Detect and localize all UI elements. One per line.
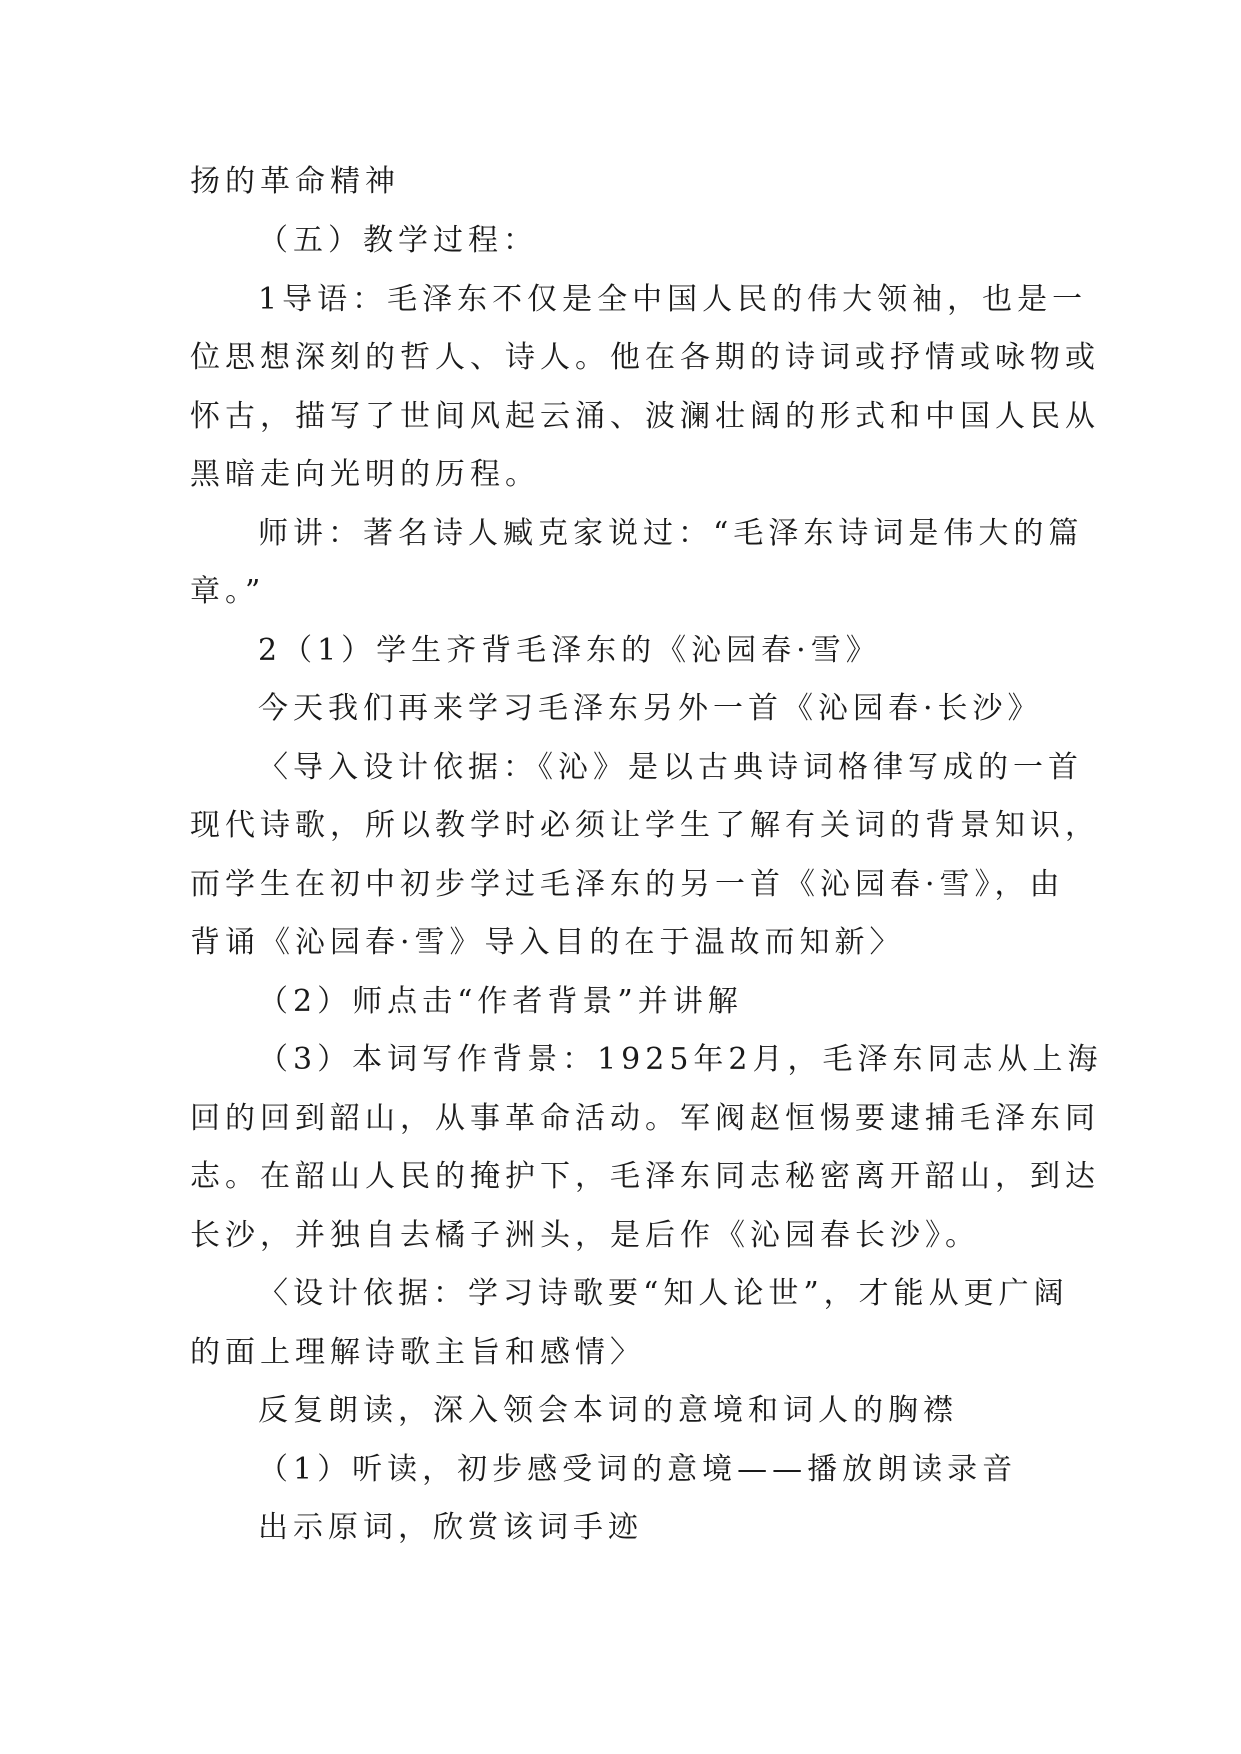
text-line: 扬的革命精神 — [190, 164, 400, 199]
text-line: 2（1）学生齐背毛泽东的《沁园春·雪》 — [258, 633, 881, 668]
text-line: 出示原词，欣赏该词手迹 — [258, 1510, 643, 1545]
text-line: 1导语：毛泽东不仅是全中国人民的伟大领袖，也是一 — [258, 282, 1088, 317]
text-line: 章。” — [190, 574, 266, 609]
text-line: 今天我们再来学习毛泽东另外一首《沁园春·长沙》 — [258, 691, 1043, 726]
text-line: 〈导入设计依据：《沁》是以古典诗词格律写成的一首 — [258, 750, 1083, 785]
text-line: 回的回到韶山，从事革命活动。军阀赵恒惕要逮捕毛泽东同 — [190, 1101, 1100, 1136]
text-line: 背诵《沁园春·雪》导入目的在于温故而知新〉 — [190, 925, 905, 960]
text-line: 反复朗读，深入领会本词的意境和词人的胸襟 — [258, 1393, 958, 1428]
text-line: 位思想深刻的哲人、诗人。他在各期的诗词或抒情或咏物或 — [190, 340, 1100, 375]
text-line: （3）本词写作背景：1925年2月，毛泽东同志从上海 — [258, 1042, 1103, 1077]
text-line: 而学生在初中初步学过毛泽东的另一首《沁园春·雪》，由 — [190, 867, 1065, 902]
text-line: 志。在韶山人民的掩护下，毛泽东同志秘密离开韶山，到达 — [190, 1159, 1100, 1194]
text-line: 黑暗走向光明的历程。 — [190, 457, 540, 492]
text-line: （2）师点击“作者背景”并讲解 — [258, 984, 743, 1019]
text-line: 〈设计依据：学习诗歌要“知人论世”，才能从更广阔 — [258, 1276, 1069, 1311]
text-line: 现代诗歌，所以教学时必须让学生了解有关词的背景知识， — [190, 808, 1100, 843]
text-line: 师讲：著名诗人臧克家说过：“毛泽东诗词是伟大的篇 — [258, 516, 1084, 551]
text-line: 怀古，描写了世间风起云涌、波澜壮阔的形式和中国人民从 — [190, 399, 1100, 434]
text-line: 长沙，并独自去橘子洲头，是后作《沁园春长沙》。 — [190, 1218, 980, 1253]
text-line: （五）教学过程： — [258, 223, 538, 258]
text-line: 的面上理解诗歌主旨和感情〉 — [190, 1335, 645, 1370]
text-line: （1）听读，初步感受词的意境——播放朗读录音 — [258, 1452, 1018, 1487]
